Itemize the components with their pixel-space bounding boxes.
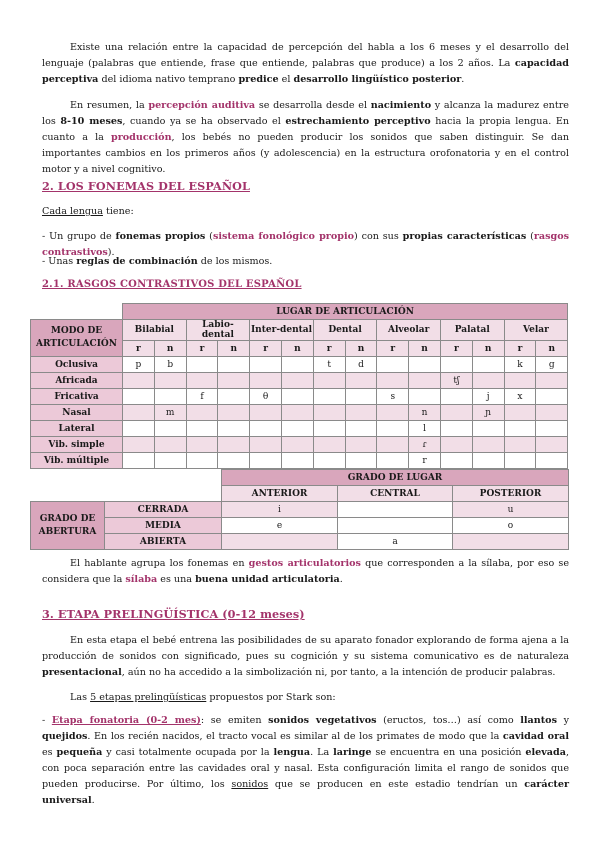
row-abierta: ABIERTA (105, 534, 222, 550)
phoneme-cell (409, 373, 441, 389)
phoneme-cell (154, 389, 186, 405)
phoneme-cell (313, 373, 345, 389)
phoneme-cell (377, 357, 409, 373)
phoneme-cell (440, 421, 472, 437)
phoneme-cell (504, 453, 536, 469)
mode-label: Oclusiva (31, 357, 123, 373)
table-row (31, 357, 568, 373)
phoneme-cell (281, 421, 313, 437)
phoneme-cell (536, 373, 568, 389)
table-row (31, 437, 568, 453)
vowel-table (30, 469, 569, 550)
voicing-subheader: r (504, 341, 536, 357)
phoneme-cell (440, 389, 472, 405)
voicing-subheader: r (250, 341, 282, 357)
phoneme-cell (154, 421, 186, 437)
place-header: Bilabial (123, 320, 187, 341)
phoneme-cell (123, 453, 155, 469)
phoneme-cell (281, 389, 313, 405)
phoneme-cell: ɾ (409, 437, 441, 453)
phoneme-cell (281, 437, 313, 453)
phoneme-cell (377, 453, 409, 469)
vowel-e: e (222, 518, 338, 534)
phoneme-cell (377, 405, 409, 421)
voicing-subheader: r (313, 341, 345, 357)
mode-label: Vib. múltiple (31, 453, 123, 469)
phoneme-cell (345, 453, 377, 469)
section-3-paragraph-1: En esta etapa el bebé entrena las posibilidades de su aparato fonador explorando de forma ajena a la producción de sonidos con significado, pues su cognición y su sistema comunicativo es de naturaleza presentacional, aún no ha accedido a la simbolización ni, por tanto, a la intención de producir palabras. (42, 635, 569, 678)
phoneme-cell (281, 405, 313, 421)
phoneme-cell (440, 405, 472, 421)
voicing-subheader: r (377, 341, 409, 357)
voicing-subheader: r (123, 341, 155, 357)
phoneme-cell (536, 389, 568, 405)
voicing-subheader: n (281, 341, 313, 357)
voicing-subheader: r (186, 341, 218, 357)
section-2-heading: 2. LOS FONEMAS DEL ESPAÑOL (42, 179, 250, 193)
phoneme-cell: n (409, 405, 441, 421)
vowel-empty (453, 534, 569, 550)
phoneme-cell (218, 421, 250, 437)
section-2-item-1: - Un grupo de fonemas propios (sistema fonológico propio) con sus propias características (rasgos contrastivos). (42, 231, 570, 258)
section-3-paragraph-3: - Etapa fonatoria (0-2 mes): se emiten sonidos vegetativos (eructos, tos…) así como llantos y quejidos. En los recién nacidos, el tracto vocal es similar al de los primates de modo que la cavidad oral es pequeña y casi totalmente ocupada por la lengua. La laringe se encuentra en una posición elevada, con poca separación entre las cavidades oral y nasal. Esta configuración limita el rango de sonidos que pueden producirse. Por último, los sonidos que se producen en este estadio tendrían un carácter universal. (42, 715, 570, 806)
table-row (31, 389, 568, 405)
vowel-empty (222, 534, 338, 550)
place-header: Alveolar (377, 320, 441, 341)
phoneme-cell (472, 373, 504, 389)
col-central: CENTRAL (338, 486, 453, 502)
table-row (31, 405, 568, 421)
phoneme-cell (345, 437, 377, 453)
vowel-empty (338, 518, 453, 534)
phoneme-cell (123, 389, 155, 405)
vowel-o: o (453, 518, 569, 534)
phoneme-cell (377, 421, 409, 437)
col-posterior: POSTERIOR (453, 486, 569, 502)
phoneme-cell (440, 453, 472, 469)
phoneme-cell: θ (250, 389, 282, 405)
consonant-table (30, 303, 568, 469)
phoneme-cell: tʃ (440, 373, 472, 389)
section-2-item-2: - Unas reglas de combinación de los mismos. (42, 256, 273, 267)
phoneme-cell: ɲ (472, 405, 504, 421)
phoneme-cell (472, 437, 504, 453)
phoneme-cell: k (504, 357, 536, 373)
vowel-i: i (222, 502, 338, 518)
phoneme-cell (536, 421, 568, 437)
phoneme-cell (123, 437, 155, 453)
phoneme-cell: g (536, 357, 568, 373)
opening-degree-header: GRADO DE ABERTURA (31, 502, 105, 550)
phoneme-cell (250, 453, 282, 469)
voicing-subheader: n (154, 341, 186, 357)
phoneme-cell: j (472, 389, 504, 405)
col-anterior: ANTERIOR (222, 486, 338, 502)
voicing-subheader: n (409, 341, 441, 357)
voicing-subheader: n (536, 341, 568, 357)
phoneme-cell: r (409, 453, 441, 469)
phoneme-cell (218, 357, 250, 373)
voicing-subheader: n (345, 341, 377, 357)
phoneme-cell (186, 357, 218, 373)
phoneme-cell (313, 437, 345, 453)
phoneme-cell (281, 453, 313, 469)
vowel-table-corner-2 (31, 486, 222, 502)
vowel-empty (338, 502, 453, 518)
vowel-a: a (338, 534, 453, 550)
vowel-u: u (453, 502, 569, 518)
phoneme-cell (472, 357, 504, 373)
phoneme-cell (186, 405, 218, 421)
mode-label: Africada (31, 373, 123, 389)
intro-paragraph-1: Existe una relación entre la capacidad de percepción del habla a los 6 meses y el desarrollo del lenguaje (palabras que entiende, frase que entiende, palabras que produce) a los 2 años. La capacidad perceptiva del idioma nativo temprano predice el desarrollo lingüístico posterior. (42, 42, 569, 85)
mode-label: Vib. simple (31, 437, 123, 453)
phoneme-cell (154, 437, 186, 453)
phoneme-cell (154, 373, 186, 389)
mode-label: Lateral (31, 421, 123, 437)
phoneme-cell (313, 421, 345, 437)
phoneme-cell (281, 357, 313, 373)
voicing-subheader: n (218, 341, 250, 357)
mode-label: Fricativa (31, 389, 123, 405)
row-cerrada: CERRADA (105, 502, 222, 518)
phoneme-cell (218, 437, 250, 453)
phoneme-cell: l (409, 421, 441, 437)
place-header: Dental (313, 320, 377, 341)
phoneme-cell (218, 405, 250, 421)
mode-label: Nasal (31, 405, 123, 421)
phoneme-cell (440, 357, 472, 373)
place-header: Velar (504, 320, 568, 341)
phoneme-cell (504, 437, 536, 453)
phoneme-cell (409, 389, 441, 405)
phoneme-cell (504, 373, 536, 389)
phoneme-cell (313, 453, 345, 469)
phoneme-cell (186, 437, 218, 453)
place-header: Inter-dental (250, 320, 314, 341)
phoneme-cell (123, 405, 155, 421)
phoneme-cell: b (154, 357, 186, 373)
table-row (31, 453, 568, 469)
phoneme-cell (345, 405, 377, 421)
phoneme-cell (345, 373, 377, 389)
phoneme-cell (123, 373, 155, 389)
phoneme-cell (472, 453, 504, 469)
phoneme-cell (250, 437, 282, 453)
phoneme-cell (409, 357, 441, 373)
phoneme-cell (504, 421, 536, 437)
phoneme-cell (250, 373, 282, 389)
voicing-subheader: n (472, 341, 504, 357)
phoneme-cell (472, 421, 504, 437)
phoneme-cell: f (186, 389, 218, 405)
section-3-paragraph-2: Las 5 etapas prelingüísticas propuestos por Stark son: (70, 692, 336, 703)
phoneme-cell (218, 373, 250, 389)
phoneme-cell: x (504, 389, 536, 405)
place-header: Palatal (440, 320, 504, 341)
phoneme-cell (123, 421, 155, 437)
phoneme-cell (186, 453, 218, 469)
place-of-articulation-header: LUGAR DE ARTICULACIÓN (123, 304, 568, 320)
phoneme-cell (536, 405, 568, 421)
phoneme-cell: s (377, 389, 409, 405)
phoneme-cell (345, 389, 377, 405)
phoneme-cell (218, 389, 250, 405)
phoneme-cell (536, 437, 568, 453)
phoneme-cell (186, 373, 218, 389)
phoneme-cell (313, 389, 345, 405)
phoneme-cell: t (313, 357, 345, 373)
phoneme-cell: p (123, 357, 155, 373)
place-header: Labio-dental (186, 320, 250, 341)
section-3-heading: 3. ETAPA PRELINGÜÍSTICA (0-12 meses) (42, 607, 305, 621)
phoneme-cell (250, 405, 282, 421)
table-row (31, 421, 568, 437)
phoneme-cell (313, 405, 345, 421)
phoneme-cell (536, 453, 568, 469)
phoneme-cell (345, 421, 377, 437)
syllable-paragraph: El hablante agrupa los fonemas en gestos articulatorios que corresponden a la sílaba, por eso se considera que la sílaba es una buena unidad articulatoria. (42, 558, 569, 585)
phoneme-cell (440, 437, 472, 453)
table-row (31, 373, 568, 389)
row-media: MEDIA (105, 518, 222, 534)
phoneme-cell: d (345, 357, 377, 373)
phoneme-cell (504, 405, 536, 421)
phoneme-cell (377, 373, 409, 389)
table-corner (31, 304, 123, 320)
section-2-lead: Cada lengua tiene: (42, 206, 134, 217)
mode-of-articulation-header: MODO DE ARTICULACIÓN (31, 320, 123, 357)
place-degree-header: GRADO DE LUGAR (222, 470, 569, 486)
intro-paragraph-2: En resumen, la percepción auditiva se desarrolla desde el nacimiento y alcanza la madurez entre los 8-10 meses, cuando ya se ha observado el estrechamiento perceptivo hacia la propia lengua. En cuanto a la producción, los bebés no pueden producir los sonidos que saben distinguir. Se dan importantes cambios en los primeros años (y adolescencia) en la estructura orofonatoria y en el control motor y a nivel cognitivo. (42, 100, 570, 175)
voicing-subheader: r (440, 341, 472, 357)
phoneme-cell (154, 453, 186, 469)
vowel-table-corner (31, 470, 222, 486)
phoneme-cell (377, 437, 409, 453)
phoneme-cell: m (154, 405, 186, 421)
subsection-2-1-heading: 2.1. RASGOS CONTRASTIVOS DEL ESPAÑOL (42, 279, 302, 290)
phoneme-cell (281, 373, 313, 389)
phoneme-cell (250, 357, 282, 373)
phoneme-cell (218, 453, 250, 469)
phoneme-cell (250, 421, 282, 437)
phoneme-cell (186, 421, 218, 437)
